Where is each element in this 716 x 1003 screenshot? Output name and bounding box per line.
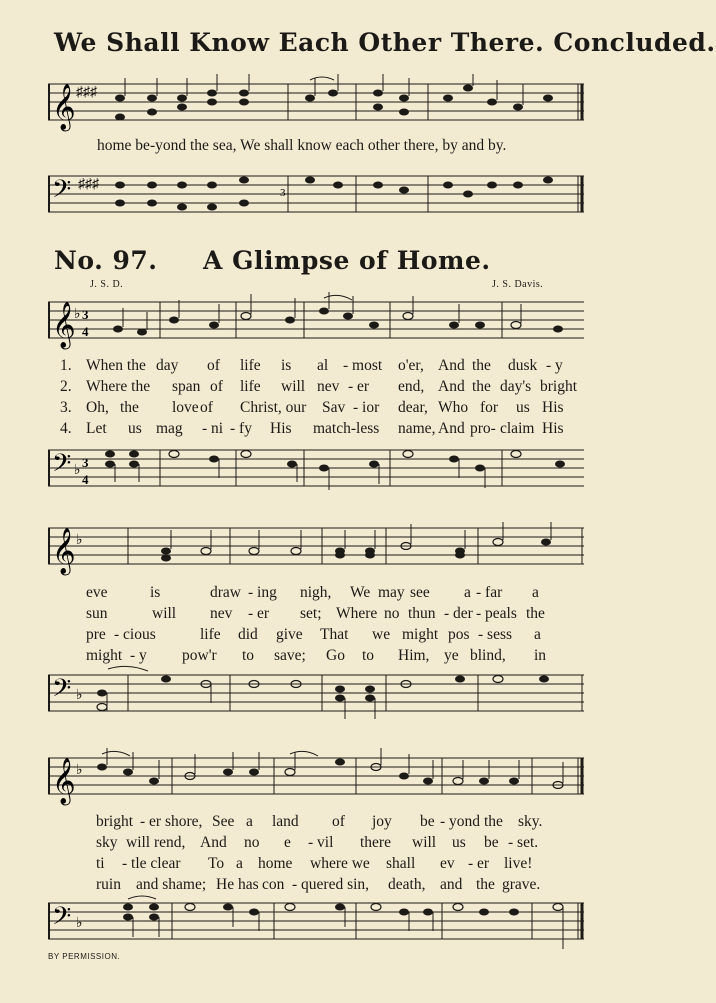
lyric-syllable: Him, [398, 647, 430, 664]
lyric-syllable: Where the [86, 378, 151, 395]
svg-text:♭: ♭ [76, 916, 83, 931]
lyric-syllable: give [276, 626, 303, 643]
lyric-syllable: dusk [508, 357, 538, 374]
lyric-syllable: We [350, 584, 371, 601]
lyric-syllable: see [410, 584, 430, 601]
lyric-syllable: e [284, 834, 291, 851]
system3-treble-staff [48, 748, 584, 804]
lyric-syllable: of [210, 378, 223, 395]
system2-treble-staff [48, 518, 584, 574]
lyric-syllable: a [532, 584, 539, 601]
lyric-syllable: dear, [398, 399, 428, 416]
lyric-syllable: - er [348, 378, 370, 395]
lyric-syllable: where we [310, 855, 370, 872]
lyric-syllable: bright [540, 378, 578, 395]
lyric-syllable: us [128, 420, 142, 437]
lyric-syllable: did [238, 626, 258, 643]
lyric-syllable: nigh, [300, 584, 332, 601]
lyric-syllable: day's [500, 378, 532, 395]
svg-text:𝄞: 𝄞 [52, 758, 76, 804]
music-credit: J. S. Davis. [492, 279, 544, 290]
lyric-syllable: - quered sin, [292, 876, 370, 893]
hymn-number: No. 97. [54, 246, 158, 275]
lyric-syllable: mag [156, 420, 183, 437]
svg-text:𝄢: 𝄢 [52, 902, 72, 937]
lyric-syllable: be [420, 813, 435, 830]
lyric-syllable: save; [274, 647, 306, 664]
lyric-syllable: sun [86, 605, 108, 622]
words-credit: J. S. D. [90, 279, 124, 290]
lyric-syllable: His [542, 420, 564, 437]
system1-verse2 [60, 378, 596, 399]
lyric-syllable: 4. [60, 420, 72, 437]
lyric-syllable: will [412, 834, 437, 851]
lyric-syllable: love [172, 399, 199, 416]
lyric-syllable: blind, [470, 647, 506, 664]
system2-lyrics [86, 584, 622, 668]
lyric-syllable: pre [86, 626, 106, 643]
system3-verse3 [96, 855, 632, 876]
lyric-syllable: And [200, 834, 227, 851]
lyric-syllable: in [534, 647, 547, 664]
system3-lyrics [96, 813, 632, 897]
lyric-syllable: end, [398, 378, 425, 395]
lyric-syllable: - y [130, 647, 147, 664]
lyric-syllable: His [270, 420, 292, 437]
continuation-bass-staff [48, 166, 584, 222]
lyric-syllable: live! [504, 855, 533, 872]
continuation-title: We Shall Know Each Other There. Concluded. [54, 28, 716, 57]
lyric-syllable: nev [210, 605, 233, 622]
lyric-syllable: o'er, [398, 357, 424, 374]
lyric-syllable: life [200, 626, 221, 643]
system1-lyrics [60, 357, 596, 441]
lyric-syllable: draw [210, 584, 241, 601]
lyric-syllable: home [258, 855, 293, 872]
svg-text:♯♯♯: ♯♯♯ [78, 177, 99, 192]
lyric-syllable: - y [546, 357, 563, 374]
lyric-syllable: there [360, 834, 391, 851]
lyric-syllable: will [281, 378, 306, 395]
lyric-syllable: death, [388, 876, 426, 893]
lyric-syllable: ruin [96, 876, 121, 893]
lyric-syllable: might [402, 626, 439, 643]
lyric-syllable: bright [96, 813, 134, 830]
system1-verse3 [60, 399, 596, 420]
svg-text:𝄢: 𝄢 [52, 449, 72, 484]
lyric-syllable: con [262, 876, 285, 893]
lyric-syllable: And [438, 378, 465, 395]
lyric-syllable: - der [444, 605, 473, 622]
lyric-syllable: Christ, our [240, 399, 307, 416]
svg-text:𝄢: 𝄢 [52, 175, 72, 210]
lyric-syllable: - far [476, 584, 503, 601]
system2-verse3 [86, 626, 622, 647]
svg-text:♭: ♭ [74, 307, 81, 322]
lyric-syllable: be [484, 834, 499, 851]
lyric-syllable: a [246, 813, 253, 830]
lyric-syllable: Sav [322, 399, 346, 416]
lyric-syllable: the [476, 876, 495, 893]
lyric-syllable: shall [386, 855, 416, 872]
svg-text:𝄢: 𝄢 [52, 674, 72, 709]
svg-text:𝄞: 𝄞 [52, 84, 76, 130]
lyric-syllable: we [372, 626, 391, 643]
lyric-syllable: of [207, 357, 220, 374]
lyric-syllable: See [212, 813, 235, 830]
lyric-syllable: claim [500, 420, 535, 437]
system2-verse2 [86, 605, 622, 626]
lyric-syllable: no [384, 605, 400, 622]
lyric-syllable: is [281, 357, 292, 374]
lyric-syllable: Where [336, 605, 378, 622]
lyric-syllable: the [120, 399, 139, 416]
svg-text:♭: ♭ [76, 688, 83, 703]
svg-text:♭: ♭ [74, 463, 81, 478]
lyric-syllable: the [484, 813, 503, 830]
svg-text:𝄞: 𝄞 [52, 302, 76, 348]
lyric-syllable: His [542, 399, 564, 416]
lyric-syllable: will [152, 605, 177, 622]
lyric-syllable: to [242, 647, 255, 664]
lyric-syllable: life [240, 378, 261, 395]
lyric-syllable: To [208, 855, 225, 872]
lyric-syllable: no [244, 834, 260, 851]
lyric-syllable: - cious [114, 626, 156, 643]
lyric-syllable: ti [96, 855, 105, 872]
lyric-syllable: - er [248, 605, 270, 622]
lyric-syllable: - ni [202, 420, 224, 437]
system3-bass-staff [48, 893, 584, 953]
lyric-syllable: - most [343, 357, 383, 374]
lyric-syllable: life [240, 357, 261, 374]
svg-text:𝄞: 𝄞 [52, 528, 76, 574]
system2-verse1 [86, 584, 622, 605]
lyric-syllable: match-less [313, 420, 380, 437]
lyric-syllable: ev [440, 855, 455, 872]
lyric-syllable: to [362, 647, 375, 664]
lyric-syllable: 3. [60, 399, 72, 416]
svg-text:3: 3 [82, 307, 89, 322]
lyric-syllable: Who [438, 399, 469, 416]
system1-verse1 [60, 357, 596, 378]
svg-text:♭: ♭ [76, 533, 83, 548]
lyric-syllable: is [150, 584, 161, 601]
lyric-syllable: a [534, 626, 541, 643]
system2-bass-staff [48, 665, 584, 725]
lyric-syllable: day [156, 357, 179, 374]
lyric-syllable: pos [448, 626, 470, 643]
lyric-syllable: - vil [308, 834, 334, 851]
hymn-title: A Glimpse of Home. [203, 246, 491, 275]
continuation-lyric: home be-yond the sea, We shall know each other there, by and by. [97, 137, 507, 154]
lyric-syllable: us [452, 834, 466, 851]
lyric-syllable: - er [468, 855, 490, 872]
lyric-syllable: grave. [502, 876, 541, 893]
lyric-syllable: and shame; [136, 876, 207, 893]
lyric-syllable: - peals [476, 605, 517, 622]
lyric-syllable: And [438, 420, 465, 437]
lyric-syllable: set; [300, 605, 322, 622]
svg-text:3: 3 [82, 455, 89, 470]
system1-treble-staff [48, 292, 584, 348]
svg-text:♭: ♭ [76, 763, 83, 778]
lyric-syllable: pro- [470, 420, 496, 437]
lyric-syllable: - fy [230, 420, 252, 437]
lyric-syllable: - tle clear [122, 855, 181, 872]
lyric-syllable: That [320, 626, 349, 643]
lyric-syllable: 2. [60, 378, 72, 395]
lyric-syllable: the [472, 357, 491, 374]
lyric-syllable: a [464, 584, 471, 601]
lyric-syllable: and [440, 876, 463, 893]
lyric-syllable: - set. [508, 834, 539, 851]
lyric-syllable: of [332, 813, 345, 830]
lyric-syllable: name, [398, 420, 436, 437]
lyric-syllable: And [438, 357, 465, 374]
lyric-syllable: pow'r [182, 647, 217, 664]
lyric-syllable: a [236, 855, 243, 872]
lyric-syllable: the [472, 378, 491, 395]
system1-bass-staff [48, 440, 584, 500]
lyric-syllable: Let [86, 420, 107, 437]
system1-verse4 [60, 420, 596, 441]
lyric-syllable: - sess [478, 626, 513, 643]
lyric-syllable: Go [326, 647, 345, 664]
lyric-syllable: ye [444, 647, 459, 664]
lyric-syllable: - ior [353, 399, 380, 416]
lyric-syllable: nev [317, 378, 340, 395]
permission-note: BY PERMISSION. [48, 952, 121, 961]
svg-text:4: 4 [82, 472, 89, 487]
lyric-syllable: When the [86, 357, 146, 374]
lyric-syllable: the [526, 605, 545, 622]
lyric-syllable: span [172, 378, 201, 395]
lyric-syllable: thun [408, 605, 436, 622]
lyric-syllable: us [516, 399, 530, 416]
lyric-syllable: for [480, 399, 499, 416]
lyric-syllable: might [86, 647, 123, 664]
lyric-syllable: - er shore, [140, 813, 203, 830]
lyric-syllable: al [317, 357, 329, 374]
lyric-syllable: sky [96, 834, 118, 851]
lyric-syllable: will rend, [126, 834, 186, 851]
lyric-syllable: Oh, [86, 399, 109, 416]
lyric-syllable: - yond [440, 813, 481, 830]
lyric-syllable: He has [216, 876, 259, 893]
lyric-syllable: may [378, 584, 405, 601]
lyric-syllable: - ing [248, 584, 277, 601]
system3-verse2 [96, 834, 632, 855]
lyric-syllable: sky. [518, 813, 543, 830]
lyric-syllable: of [200, 399, 213, 416]
continuation-treble-staff [48, 74, 584, 130]
svg-text:3: 3 [280, 187, 286, 199]
lyric-syllable: eve [86, 584, 108, 601]
system3-verse1 [96, 813, 632, 834]
svg-text:♯♯♯: ♯♯♯ [76, 85, 97, 100]
lyric-syllable: land [272, 813, 299, 830]
lyric-syllable: joy [372, 813, 392, 830]
svg-text:4: 4 [82, 324, 89, 339]
lyric-syllable: 1. [60, 357, 72, 374]
